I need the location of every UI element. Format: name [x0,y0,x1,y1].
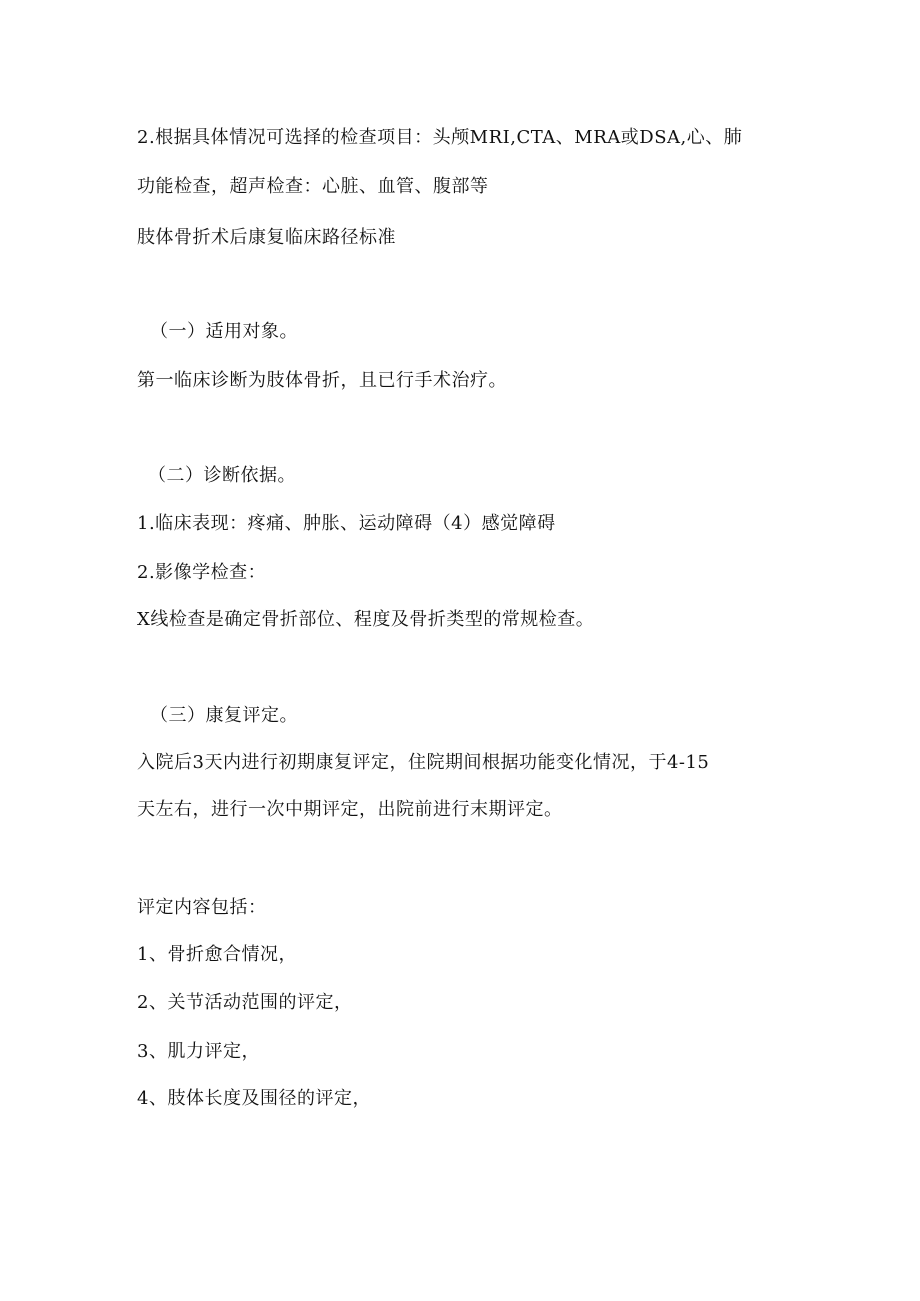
section-title: 肢体骨折术后康复临床路径标准 [137,227,396,248]
exam-items-line-1: 2.根据具体情况可选择的检查项目：头颅MRI,CTA、MRA或DSA,心、肺 [137,127,743,148]
exam-items-line-2: 功能检查，超声检查：心脏、血管、腹部等 [137,176,489,197]
xray-description: X线检查是确定骨折部位、程度及骨折类型的常规检查。 [137,609,595,630]
list-item: 3、肌力评定， [137,1041,260,1062]
list-item: 1、骨折愈合情况， [137,944,297,965]
heading-applicable-subjects: （一）适用对象。 [150,321,298,342]
list-item: 4、肢体长度及围径的评定， [137,1088,371,1109]
assessment-contents-label: 评定内容包括： [137,897,267,918]
assessment-timing-line-1: 入院后3天内进行初期康复评定，住院期间根据功能变化情况，于4-15 [137,752,710,773]
assessment-timing-line-2: 天左右，进行一次中期评定，出院前进行末期评定。 [137,799,563,820]
heading-rehab-assessment: （三）康复评定。 [150,705,298,726]
heading-diagnosis-basis: （二）诊断依据。 [148,465,296,486]
paragraph-first-diagnosis: 第一临床诊断为肢体骨折，且已行手术治疗。 [137,370,507,391]
list-item: 2、关节活动范围的评定， [137,992,353,1013]
imaging-exam-label: 2.影像学检查： [137,562,267,583]
clinical-manifestation: 1.临床表现：疼痛、肿胀、运动障碍（4）感觉障碍 [137,513,556,534]
